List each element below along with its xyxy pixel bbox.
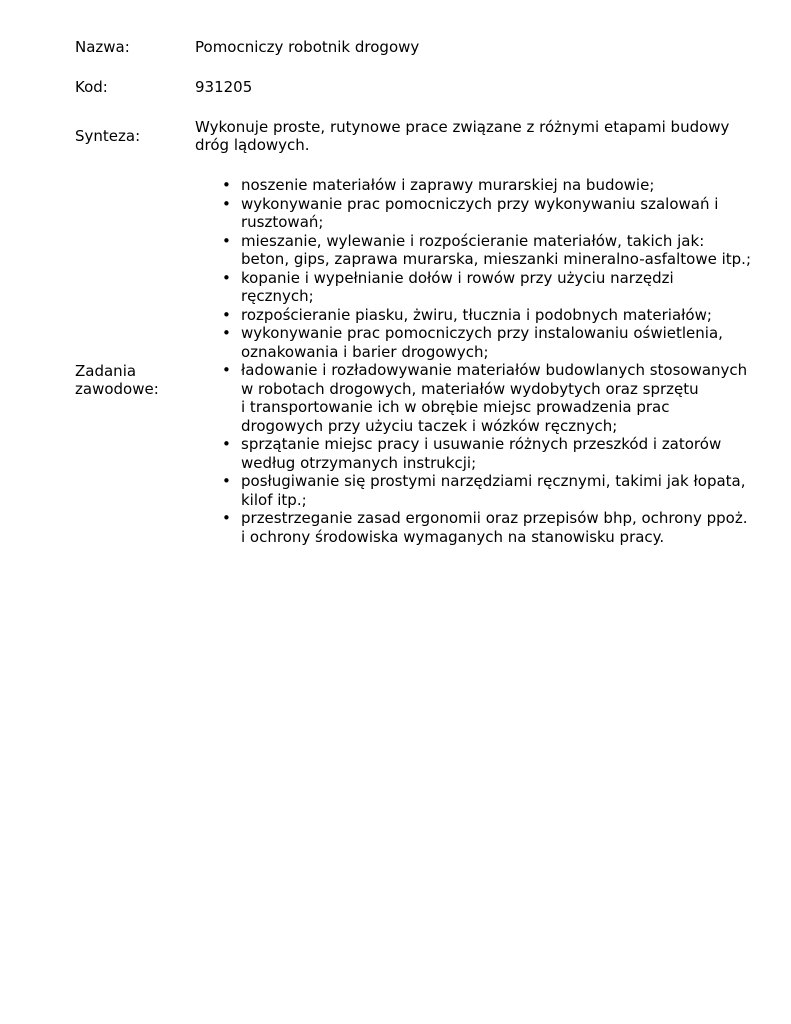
synthesis-text: Wykonuje proste, rutynowe prace związane z różnymi etapami budowy dróg lądowych. <box>195 118 730 154</box>
list-item <box>222 324 751 361</box>
bullet-icon: • <box>222 472 231 490</box>
occupation-code: 931205 <box>195 78 253 96</box>
bullet-icon: • <box>222 176 231 194</box>
bullet-icon: • <box>222 194 231 213</box>
bullet-icon: • <box>222 324 231 342</box>
bullet-icon: • <box>222 509 231 527</box>
tasks-list <box>222 176 751 546</box>
task-text: ładowanie i rozładowywanie materiałów budowlanych stosowanych w robotach drogowych, materiałów wydobytych oraz sprzętu i transportowanie ich w obrębie miejsc prowadzenia prac drogowych przy użyciu taczek i wózków ręcznych; <box>241 361 748 435</box>
occupation-name: Pomocniczy robotnik drogowy <box>195 38 420 56</box>
name-label: Nazwa: <box>75 38 130 56</box>
list-item <box>222 472 751 509</box>
task-text: noszenie materiałów i zaprawy murarskiej na budowie; <box>241 176 655 194</box>
task-text: wykonywanie prac pomocniczych przy wykonywaniu szalowań i rusztowań; <box>241 194 719 231</box>
task-text: przestrzeganie zasad ergonomii oraz przepisów bhp, ochrony ppoż. i ochrony środowiska wymaganych na stanowisku pracy. <box>241 509 748 546</box>
tasks-label: Zadania zawodowe: <box>75 362 159 398</box>
list-item <box>222 268 751 306</box>
list-item <box>222 509 751 546</box>
bullet-icon: • <box>222 305 231 324</box>
task-text: kopanie i wypełnianie dołów i rowów przy użyciu narzędzi ręcznych; <box>241 268 674 305</box>
list-item <box>222 194 751 232</box>
bullet-icon: • <box>222 361 231 379</box>
task-text: posługiwanie się prostymi narzędziami ręcznymi, takimi jak łopata, kilof itp.; <box>241 472 746 509</box>
code-label: Kod: <box>75 78 108 96</box>
list-item <box>222 176 751 195</box>
bullet-icon: • <box>222 231 231 250</box>
bullet-icon: • <box>222 435 231 453</box>
list-item <box>222 231 751 269</box>
task-text: sprzątanie miejsc pracy i usuwanie różnych przeszkód i zatorów według otrzymanych instrukcji; <box>241 435 722 472</box>
list-item <box>222 435 751 472</box>
task-text: wykonywanie prac pomocniczych przy instalowaniu oświetlenia, oznakowania i barier drogowych; <box>241 324 723 361</box>
task-text: mieszanie, wylewanie i rozpościeranie materiałów, takich jak: beton, gips, zaprawa murarska, mieszanki mineralno-asfaltowe itp.; <box>241 231 751 268</box>
synthesis-label: Synteza: <box>75 127 141 145</box>
task-text: rozpościeranie piasku, żwiru, tłucznia i podobnych materiałów; <box>241 305 712 324</box>
list-item <box>222 361 751 435</box>
list-item <box>222 305 751 325</box>
bullet-icon: • <box>222 268 231 287</box>
